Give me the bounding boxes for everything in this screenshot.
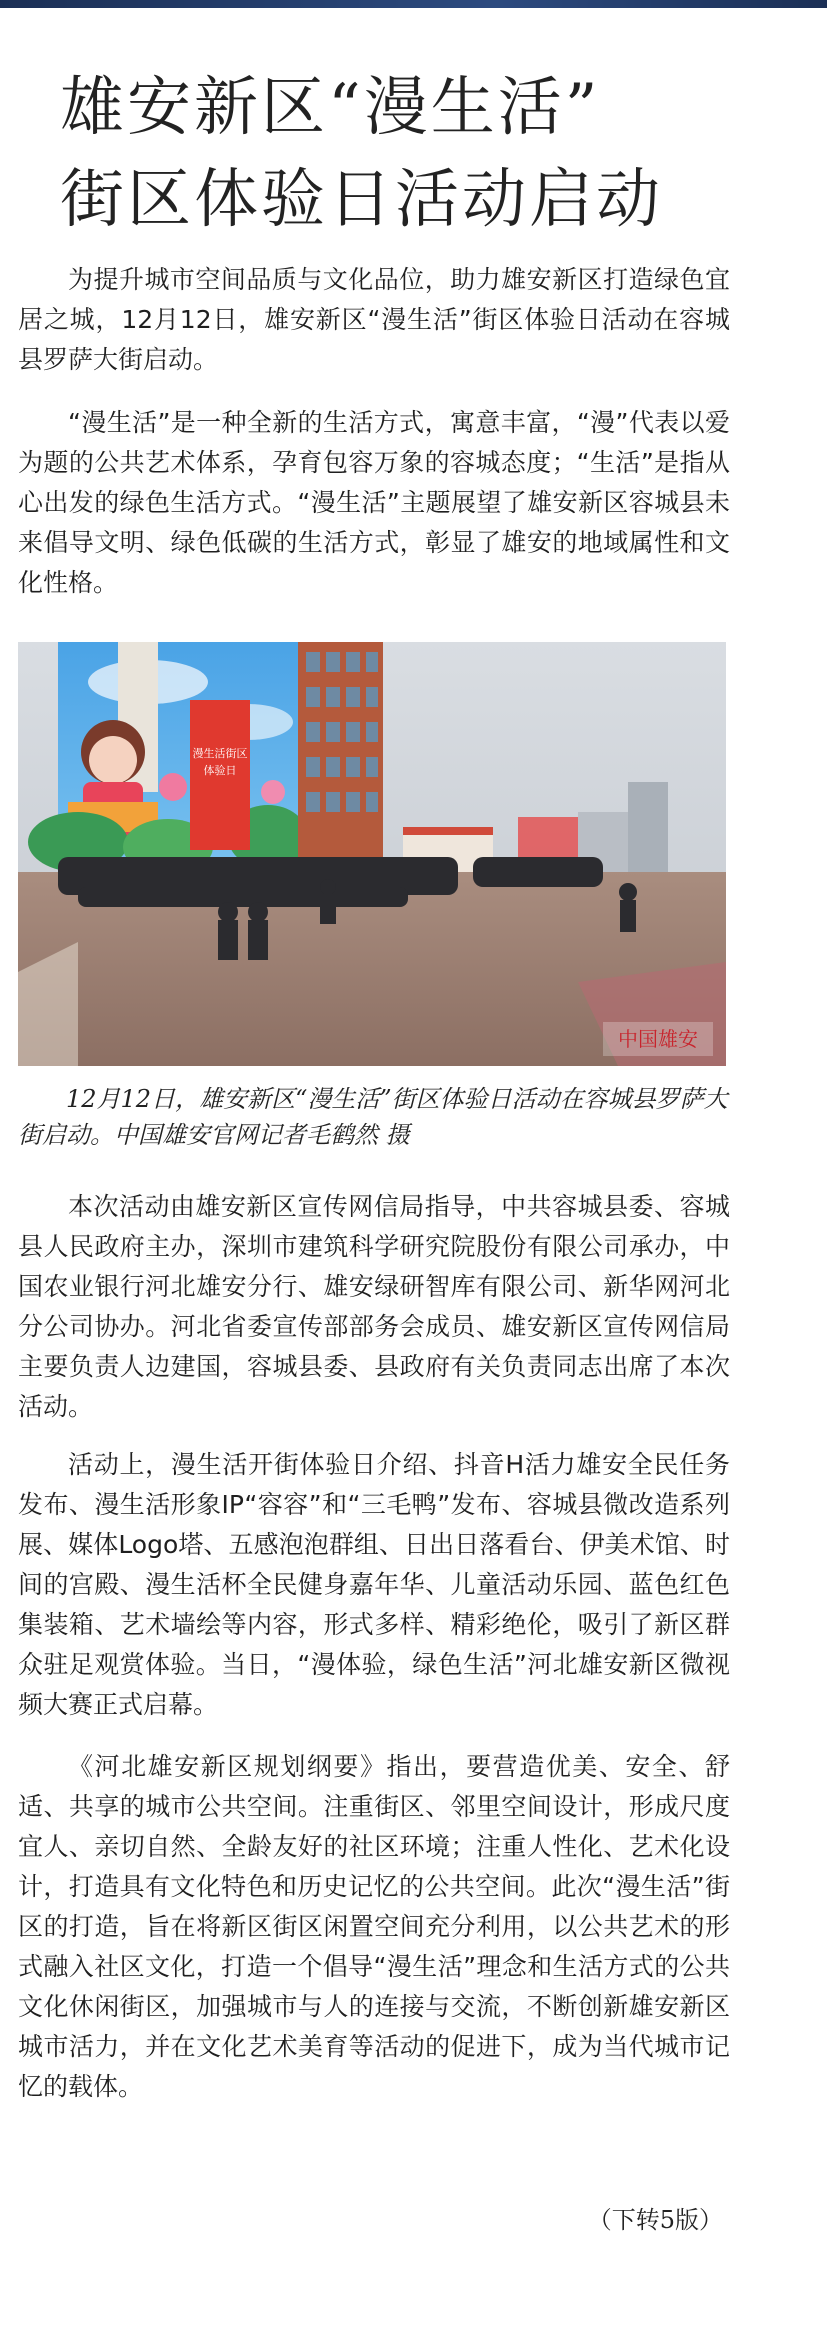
paragraph-3: 本次活动由雄安新区宣传网信局指导，中共容城县委、容城县人民政府主办，深圳市建筑科学研究院股份有限公司承办，中国农业银行河北雄安分行、雄安绿研智库有限公司、新华网河北分公司协办。河北省委宣传部部务会成员、雄安新区宣传网信局主要负责人边建国，容城县委、县政府有关负责同志出席了本次活动。 <box>18 1192 730 1421</box>
sign-text-2: 体验日 <box>203 764 237 777</box>
photo-caption: 12月12日，雄安新区“漫生活”街区体验日活动在容城县罗萨大街启动。中国雄安官网记者毛鹤然 摄 <box>18 1085 728 1149</box>
paragraph-5: 《河北雄安新区规划纲要》指出，要营造优美、安全、舒适、共享的城市公共空间。注重街区、邻里空间设计，形成尺度宜人、亲切自然、全龄友好的社区环境；注重人性化、艺术化设计，打造具有文化特色和历史记忆的公共空间。此次“漫生活”街区的打造，旨在将新区街区闲置空间充分利用，以公共艺术的形式融入社区文化，打造一个倡导“漫生活”理念和生活方式的公共文化休闲街区，加强城市与人的连接与交流，不断创新雄安新区城市活力，并在文化艺术美育等活动的促进下，成为当代城市记忆的载体。 <box>18 1752 730 2101</box>
paragraph-4: 活动上，漫生活开街体验日介绍、抖音H活力雄安全民任务发布、漫生活形象IP“容容”和“三毛鸭”发布、容城县微改造系列展、媒体Logo塔、五感泡泡群组、日出日落看台、伊美术馆、时间的宫殿、漫生活杯全民健身嘉年华、儿童活动乐园、蓝色红色集装箱、艺术墙绘等内容，形式多样、精彩绝伦，吸引了新区群众驻足观赏体验。当日，“漫体验，绿色生活”河北雄安新区微视频大赛正式启幕。 <box>18 1450 730 1719</box>
continued-note: （下转5版） <box>587 2206 723 2234</box>
photo-watermark: 中国雄安 <box>618 1027 698 1051</box>
article-headline <box>60 62 780 246</box>
event-photo <box>18 642 726 1066</box>
headline-line-1: 雄安新区“漫生活” <box>60 71 601 145</box>
paragraph-1: 为提升城市空间品质与文化品位，助力雄安新区打造绿色宜居之城，12月12日，雄安新区“漫生活”街区体验日活动在容城县罗萨大街启动。 <box>18 265 730 374</box>
headline-line-2: 街区体验日活动启动 <box>60 163 663 237</box>
paragraph-2: “漫生活”是一种全新的生活方式，寓意丰富，“漫”代表以爱为题的公共艺术体系，孕育包容万象的容城态度；“生活”是指从心出发的绿色生活方式。“漫生活”主题展望了雄安新区容城县未来倡导文明、绿色低碳的生活方式，彰显了雄安的地域属性和文化性格。 <box>18 408 730 597</box>
header-bar <box>0 0 827 8</box>
event-photo-illustration <box>18 642 726 1066</box>
sign-text-1: 漫生活街区 <box>192 747 248 760</box>
